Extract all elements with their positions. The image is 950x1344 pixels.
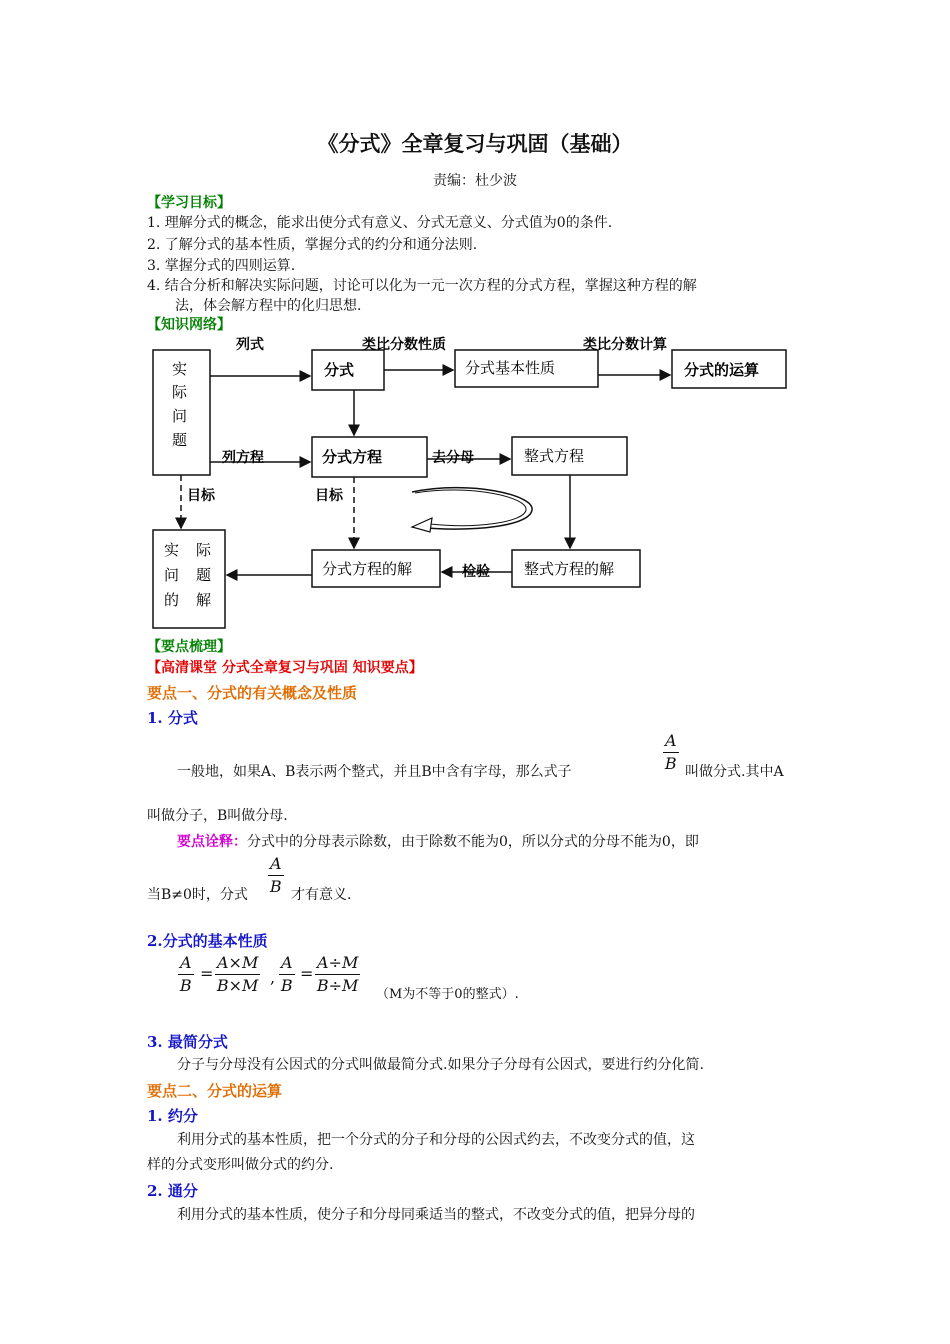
label-qufenmu: 去分母 (432, 450, 474, 466)
operation-label: 分式的运算 (684, 361, 760, 379)
simplest-fraction-text: 分子与分母没有公因式的分式叫做最简分式.如果分子分母有公因式，要进行约分化简. (177, 1057, 704, 1073)
practical-sol-char: 的 (164, 591, 180, 609)
numerator: A (268, 853, 284, 876)
fraction-label: 分式 (324, 361, 355, 379)
denominator: B÷M (316, 976, 359, 995)
practical-char: 际 (172, 383, 188, 401)
integral-equation-label: 整式方程 (524, 447, 585, 465)
practical-sol-char: 题 (196, 566, 212, 584)
equals-sign: = (200, 964, 214, 983)
numerator: A (663, 730, 679, 753)
network-heading: 【知识网络】 (147, 317, 231, 333)
practical-char: 问 (172, 407, 188, 425)
practical-sol-char: 际 (196, 541, 212, 559)
numerator: A÷M (315, 952, 360, 975)
label-lieshi: 列式 (236, 337, 264, 353)
section-simplest-fraction-heading: 3. 最简分式 (147, 1033, 228, 1051)
common-denominator-text: 利用分式的基本性质，使分子和分母同乘适当的整式，不改变分式的值，把异分母的 (177, 1207, 695, 1223)
author-line: 责编：杜少波 (433, 173, 517, 189)
goal-item: 2. 了解分式的基本性质，掌握分式的约分和通分法则. (147, 237, 478, 253)
practical-sol-char: 实 (164, 541, 180, 559)
section-reduction-heading: 1. 约分 (147, 1107, 198, 1125)
comma: , (270, 968, 276, 987)
video-link-line: 【高清课堂 分式全章复习与巩固 知识要点】 (147, 660, 423, 676)
goals-heading: 【学习目标】 (147, 195, 231, 211)
goal-item: 3. 掌握分式的四则运算. (147, 258, 296, 274)
knowledge-network-diagram (0, 0, 950, 660)
definition-text-a: 一般地，如果A、B表示两个整式，并且B中含有字母，那么式子 (177, 764, 572, 780)
definition-text-c: 叫做分子，B叫做分母. (147, 808, 288, 824)
note-text-2a: 当B≠0时，分式 (147, 887, 248, 903)
note-text-2b: 才有意义. (291, 887, 352, 903)
goal-item: 法，体会解方程中的化归思想. (175, 298, 362, 314)
practical-char: 实 (172, 360, 188, 378)
section-basic-property-heading: 2.分式的基本性质 (147, 932, 268, 950)
fraction-solution-label: 分式方程的解 (322, 560, 413, 578)
point-two-heading: 要点二、分式的运算 (147, 1082, 283, 1100)
definition-text-b: 叫做分式.其中A (685, 764, 784, 780)
section-common-denominator-heading: 2. 通分 (147, 1182, 198, 1200)
fraction-a-over-b (663, 730, 679, 775)
section-fraction-heading: 1. 分式 (147, 709, 198, 727)
numerator: A (178, 952, 194, 975)
label-mubiao-1: 目标 (187, 488, 215, 504)
page-title: 《分式》全章复习与巩固（基础） (317, 131, 633, 156)
practical-sol-char: 解 (196, 591, 212, 609)
goal-item: 4. 结合分析和解决实际问题，讨论可以化为一元一次方程的分式方程，掌握这种方程的解 (147, 278, 697, 294)
reduction-text-a: 利用分式的基本性质，把一个分式的分子和分母的公因式约去，不改变分式的值，这 (177, 1132, 695, 1148)
formula-divide (315, 952, 360, 997)
numerator: A×M (215, 952, 260, 975)
note-line (177, 832, 699, 852)
keypoints-heading: 【要点梳理】 (147, 639, 231, 655)
reduction-text-b: 样的分式变形叫做分式的约分. (147, 1157, 334, 1173)
fraction-definition-line (177, 762, 572, 782)
integral-solution-label: 整式方程的解 (524, 560, 615, 578)
label-mubiao-2: 目标 (315, 488, 343, 504)
denominator: B (269, 877, 282, 896)
practical-sol-char: 问 (164, 566, 180, 584)
fraction-equation-label: 分式方程 (322, 448, 383, 466)
denominator: B×M (216, 976, 259, 995)
note-text: 分式中的分母表示除数，由于除数不能为0，所以分式的分母不能为0，即 (247, 834, 699, 850)
goal-item: 1. 理解分式的概念，能求出使分式有意义、分式无意义、分式值为0的条件. (147, 215, 613, 231)
label-jianyan: 检验 (462, 564, 490, 580)
note-label: 要点诠释： (177, 834, 247, 850)
basic-property-label: 分式基本性质 (465, 359, 556, 377)
denominator: B (179, 976, 192, 995)
formula-a-over-b-2 (279, 952, 295, 997)
formula-multiply (215, 952, 260, 997)
practical-char: 题 (172, 431, 188, 449)
denominator: B (280, 976, 293, 995)
formula-note: （M为不等于0的整式）. (376, 987, 519, 1002)
label-analogy-calc: 类比分数计算 (583, 337, 667, 353)
point-one-heading: 要点一、分式的有关概念及性质 (147, 684, 358, 702)
equals-sign: = (300, 964, 314, 983)
numerator: A (279, 952, 295, 975)
formula-a-over-b (178, 952, 194, 997)
label-liefangcheng: 列方程 (222, 450, 264, 466)
label-analogy-property: 类比分数性质 (362, 337, 446, 353)
fraction-a-over-b-2 (268, 853, 284, 898)
denominator: B (664, 754, 677, 773)
